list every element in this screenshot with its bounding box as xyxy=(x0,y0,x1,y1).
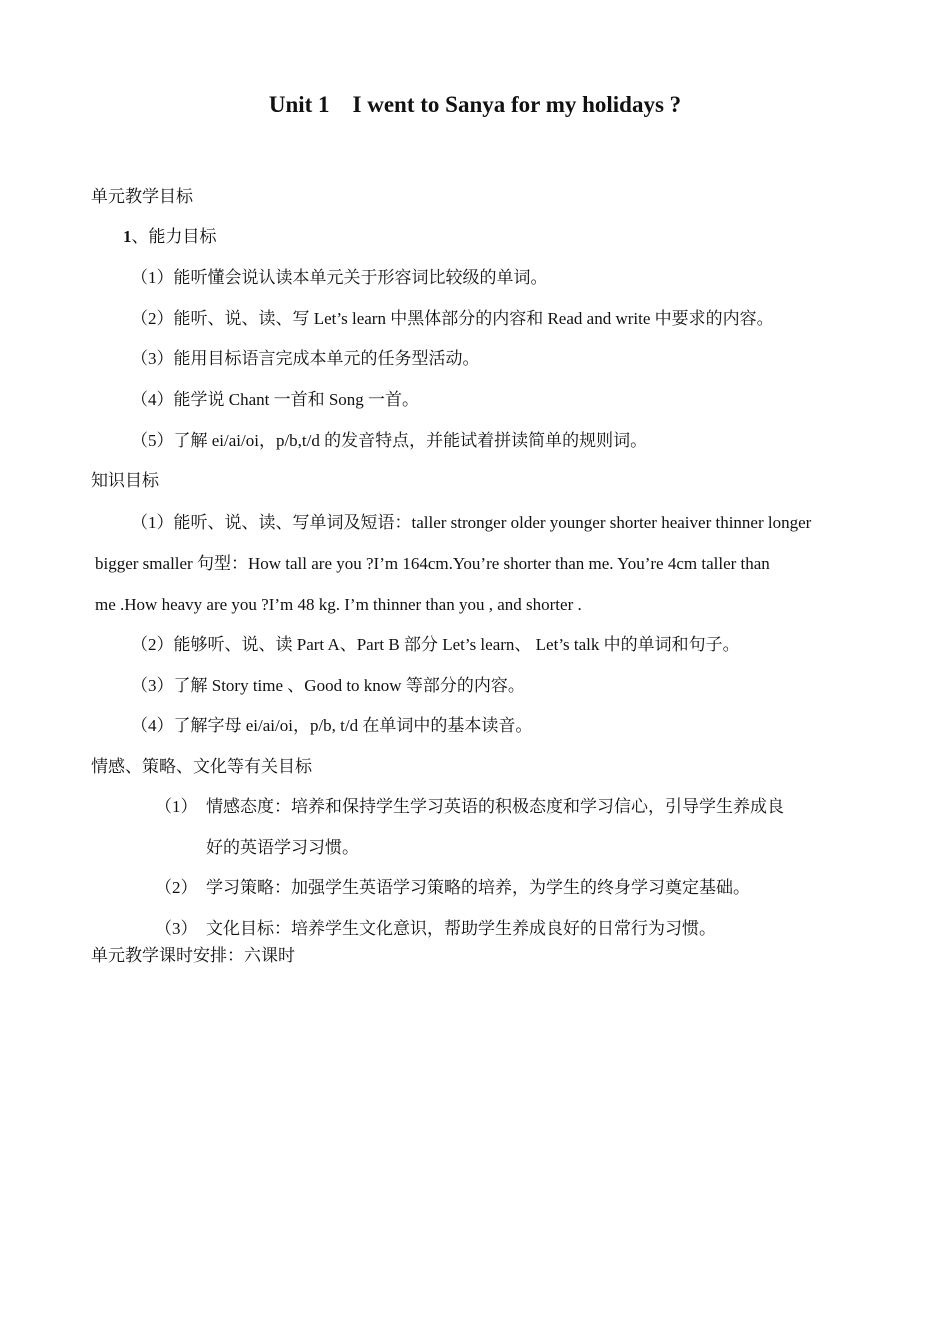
document-title: Unit 1 I went to Sanya for my holidays ? xyxy=(268,92,682,117)
affective-item-1-number: （1） xyxy=(155,797,198,816)
section-heading-unit-goals: 单元教学目标 xyxy=(91,187,193,206)
ability-item-3: （3）能用目标语言完成本单元的任务型活动。 xyxy=(131,349,480,368)
ability-item-2: （2）能听、说、读、写 Let’s learn 中黑体部分的内容和 Read and write 中要求的内容。 xyxy=(131,309,774,328)
affective-item-3-number: （3） xyxy=(155,919,198,938)
ability-item-4: （4）能学说 Chant 一首和 Song 一首。 xyxy=(131,390,420,409)
affective-goals-heading: 情感、策略、文化等有关目标 xyxy=(91,757,312,776)
ability-goals-heading xyxy=(123,226,217,248)
ability-item-1: （1）能听懂会说认读本单元关于形容词比较级的单词。 xyxy=(131,268,548,287)
knowledge-item-3: （3）了解 Story time 、Good to know 等部分的内容。 xyxy=(131,676,525,695)
affective-item-2-text: 学习策略：加强学生英语学习策略的培养，为学生的终身学习奠定基础。 xyxy=(206,878,750,897)
affective-item-1-line-2: 好的英语学习习惯。 xyxy=(206,838,359,857)
knowledge-item-1-line-2: bigger smaller 句型：How tall are you ?I’m 164cm.You’re shorter than me. You’re 4cm taller than xyxy=(95,554,770,573)
ability-goals-number: 1 xyxy=(123,227,132,246)
ability-goals-heading-text: 、能力目标 xyxy=(131,227,217,246)
knowledge-item-4: （4）了解字母 ei/ai/oi，p/b, t/d 在单词中的基本读音。 xyxy=(131,716,533,735)
knowledge-item-1-line-3: me .How heavy are you ?I’m 48 kg. I’m thinner than you , and shorter . xyxy=(95,595,582,614)
ability-item-5: （5）了解 ei/ai/oi，p/b,t/d 的发音特点，并能试着拼读简单的规则词。 xyxy=(131,431,648,450)
knowledge-goals-heading: 知识目标 xyxy=(91,471,159,490)
knowledge-item-2: （2）能够听、说、读 Part A、Part B 部分 Let’s learn、 Let’s talk 中的单词和句子。 xyxy=(131,635,740,654)
affective-item-2-number: （2） xyxy=(155,878,198,897)
knowledge-item-1-line-1: （1）能听、说、读、写单词及短语：taller stronger older younger shorter heaiver thinner longer xyxy=(131,513,812,532)
unit-schedule: 单元教学课时安排：六课时 xyxy=(91,946,295,965)
affective-item-3-text: 文化目标：培养学生文化意识，帮助学生养成良好的日常行为习惯。 xyxy=(206,919,716,938)
affective-item-1-line-1: 情感态度：培养和保持学生学习英语的积极态度和学习信心，引导学生养成良 xyxy=(206,797,784,816)
